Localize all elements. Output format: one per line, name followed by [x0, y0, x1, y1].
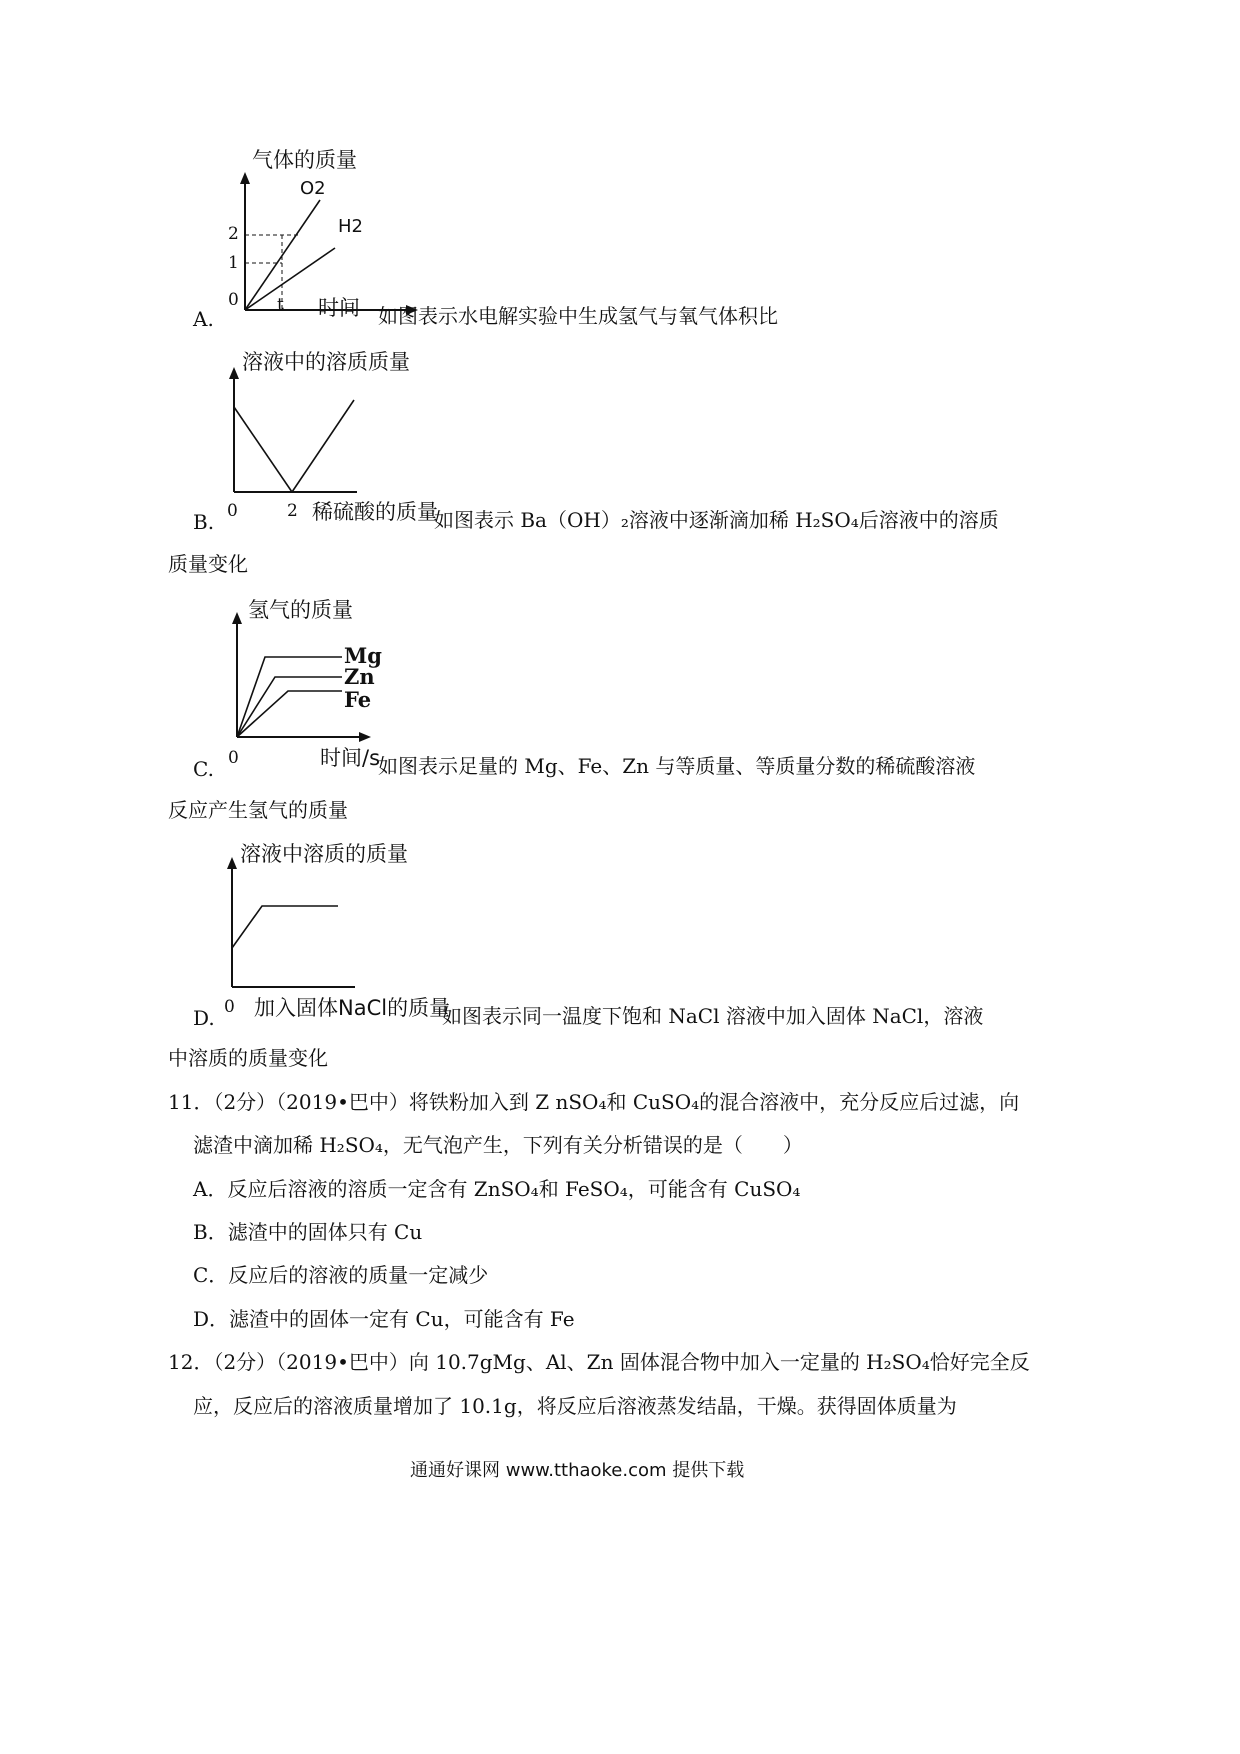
q11-option-c: C．反应后的溶液的质量一定减少 — [193, 1263, 489, 1287]
option-d-chart — [220, 855, 360, 995]
option-b-letter: B. — [193, 510, 215, 534]
q12-stem-line1: 12．（2分）（2019•巴中）向 10.7gMg、Al、Zn 固体混合物中加入一定量的 H₂SO₄恰好完全反 — [168, 1350, 1030, 1374]
option-b-y-label: 溶液中的溶质质量 — [242, 350, 410, 374]
option-b-x-label: 稀硫酸的质量 — [312, 500, 438, 524]
zn-line — [237, 677, 342, 737]
q11-stem-line2: 滤渣中滴加稀 H₂SO₄，无气泡产生，下列有关分析错误的是（ ） — [193, 1133, 803, 1157]
option-c-y-label: 氢气的质量 — [248, 598, 353, 622]
option-d-text-line1: 如图表示同一温度下饱和 NaCl 溶液中加入固体 NaCl，溶液 — [442, 1004, 984, 1028]
option-d-x-label: 加入固体NaCl的质量 — [254, 996, 451, 1020]
option-a-series-o2: O2 — [300, 178, 326, 199]
option-d-text-line2: 中溶质的质量变化 — [168, 1046, 328, 1070]
option-b-chart — [222, 365, 372, 500]
option-c-text-line1: 如图表示足量的 Mg、Fe、Zn 与等质量、等质量分数的稀硫酸溶液 — [378, 754, 976, 778]
option-a-text: 如图表示水电解实验中生成氢气与氧气体积比 — [378, 304, 778, 328]
solute-ascending-line — [292, 400, 354, 492]
q11-stem-line1: 11．（2分）（2019•巴中）将铁粉加入到 Z nSO₄和 CuSO₄的混合溶液中，充分反应后过滤，向 — [168, 1090, 1020, 1114]
mg-line — [237, 657, 342, 737]
option-a-y-tick-1: 1 — [228, 253, 239, 273]
q11-option-d: D．滤渣中的固体一定有 Cu，可能含有 Fe — [193, 1307, 575, 1331]
option-a-letter: A. — [193, 307, 214, 331]
option-a-y-label: 气体的质量 — [252, 148, 357, 172]
option-d-letter: D. — [193, 1006, 215, 1030]
fe-line — [237, 691, 342, 737]
solute-line — [232, 906, 338, 948]
page-footer: 通通好课网 www.tthaoke.com 提供下载 — [410, 1460, 745, 1481]
q11-option-a: A．反应后溶液的溶质一定含有 ZnSO₄和 FeSO₄，可能含有 CuSO₄ — [193, 1177, 801, 1201]
option-c-x-label: 时间/s — [320, 746, 381, 770]
solute-descending-line — [234, 407, 292, 492]
option-a-x-label: 时间 — [318, 296, 360, 320]
option-c-series-fe: Fe — [344, 687, 372, 712]
option-c-text-line2: 反应产生氢气的质量 — [168, 798, 348, 822]
q11-option-b: B．滤渣中的固体只有 Cu — [193, 1220, 423, 1244]
option-a-y-tick-2: 2 — [228, 224, 239, 244]
option-a-origin: 0 — [228, 290, 239, 310]
option-c-letter: C. — [193, 757, 214, 781]
option-c-series-zn: Zn — [344, 664, 375, 689]
option-b-text-line1: 如图表示 Ba（OH）₂溶液中逐渐滴加稀 H₂SO₄后溶液中的溶质 — [434, 508, 999, 532]
q12-stem-line2: 应，反应后的溶液质量增加了 10.1g，将反应后溶液蒸发结晶，干燥。获得固体质量为 — [193, 1394, 957, 1418]
option-a-x-tick-t: t — [277, 295, 284, 315]
option-b-origin: 0 — [227, 501, 238, 521]
option-a-series-h2: H2 — [338, 216, 363, 237]
option-d-origin: 0 — [224, 997, 235, 1017]
option-c-series-mg: Mg — [344, 643, 382, 668]
option-d-y-label: 溶液中溶质的质量 — [240, 842, 408, 866]
option-c-origin: 0 — [228, 748, 239, 768]
option-b-x-tick: 2 — [287, 501, 298, 521]
option-b-text-line2: 质量变化 — [168, 552, 248, 576]
